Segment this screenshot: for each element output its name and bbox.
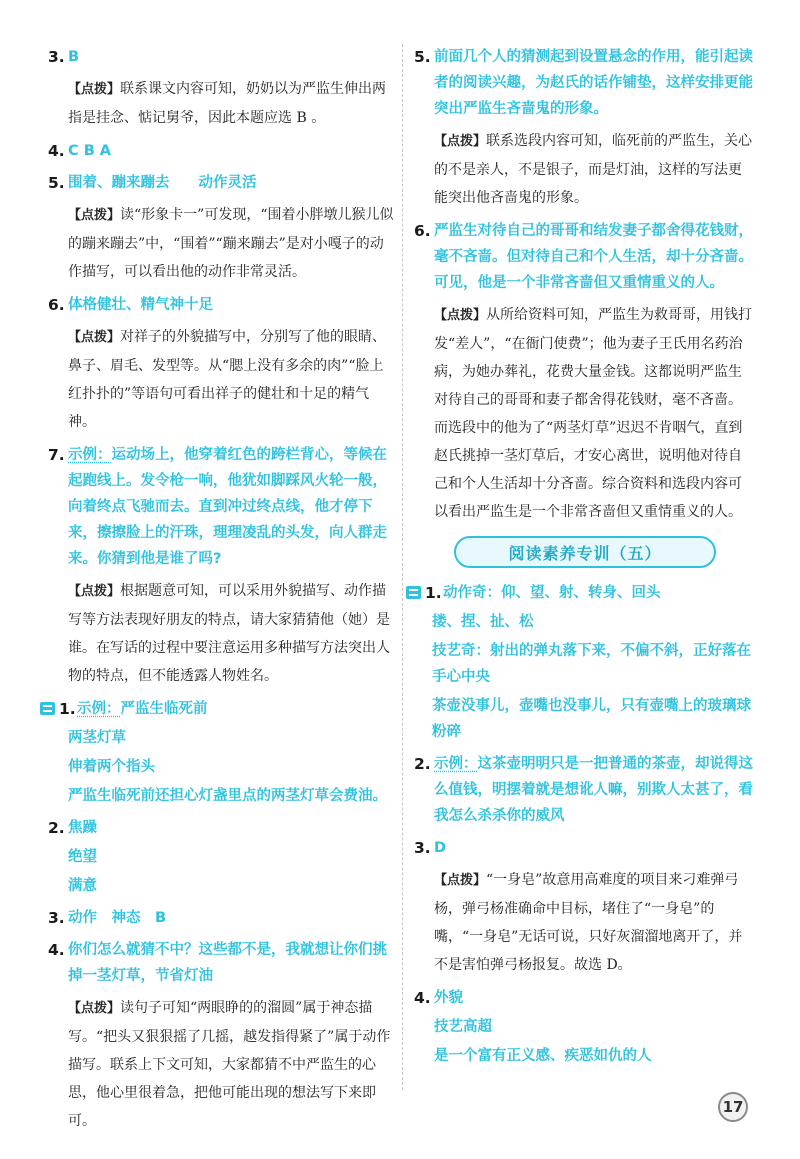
answer-line: 搂、捏、扯、松 (432, 614, 534, 630)
page-number: 17 (718, 1092, 748, 1122)
training-5-question-3 (414, 835, 754, 979)
question-3 (48, 44, 394, 132)
question-number: 4. (414, 989, 431, 1007)
training-5-question-4 (414, 985, 754, 1069)
answer-text (434, 751, 754, 829)
tip-note (68, 323, 394, 436)
tip-tag: 【点拨】 (434, 308, 487, 323)
section-2-question-1-lines (68, 725, 394, 809)
tip-note (68, 577, 394, 690)
answer-line: 绝望 (68, 849, 97, 865)
question-number: 2. (414, 755, 431, 773)
tip-text: 根据题意可知，可以采用外貌描写、动作描写等方法表现好朋友的特点，请大家猜猜他（她）是谁。在写话的过程中要注意运用多种描写方法突出人物的特点，但不能透露人物姓名。 (68, 583, 390, 684)
answer-text: 动作 神态 B (68, 910, 167, 926)
answer-line: 技艺奇：射出的弹丸落下来，不偏不斜，正好落在手心中央 (432, 643, 751, 685)
question-number: 5. (414, 48, 431, 66)
question-number: 1. (425, 584, 442, 602)
question-number: 3. (48, 48, 65, 66)
question-5 (48, 170, 394, 286)
tip-note (68, 75, 394, 132)
answer-line: 两茎灯草 (68, 730, 126, 746)
tip-tag: 【点拨】 (434, 134, 487, 149)
example-label: 示例： (434, 756, 478, 772)
tip-text: 从所给资料可知，严监生为救哥哥，用钱打发“差人”，“在衙门使费”；他为妻子王氏用名药治病，为她办葬礼，花费大量金钱。这都说明严监生对待自己的哥哥和妻子都舍得花钱财，毫不吝啬。而选段中的他为了“两茎灯草”迟迟不肯咽气，直到赵氏挑掉一茎灯草后，才安心离世，说明他对待自己和个人生活却十分吝啬。综合资料和选段内容可以看出严监生是一个非常吝啬但又重情重义的人。 (434, 307, 753, 520)
section-2-question-2 (48, 815, 394, 899)
answer-line: 外貌 (434, 990, 463, 1006)
question-number: 2. (48, 819, 65, 837)
section-one-marker-icon (406, 586, 421, 599)
column-divider (402, 44, 403, 1090)
tip-tag: 【点拨】 (68, 208, 121, 223)
question-number: 1. (59, 700, 76, 718)
training-5-question-2 (414, 751, 754, 829)
tip-text: 对祥子的外貌描写中，分别写了他的眼睛、鼻子、眉毛、发型等。从“腮上没有多余的肉”“脸上红扑扑的”等语句可看出祥子的健壮和十足的精气神。 (68, 329, 387, 430)
question-number: 6. (48, 296, 65, 314)
answer-content: 严监生临死前 (120, 701, 208, 717)
answer-text: 严监生对待自己的哥哥和结发妻子都舍得花钱财，毫不吝啬。但对待自己和个人生活，却十分吝啬。可见，他是一个非常吝啬但又重情重义的人。 (434, 223, 753, 291)
section-2-question-3 (48, 905, 394, 931)
answer-line: 焦躁 (68, 820, 97, 836)
question-4 (48, 138, 394, 164)
answer-text: 你们怎么就猜不中？这些都不是，我就想让你们挑掉一茎灯草，节省灯油 (68, 942, 387, 984)
section-2-question-1 (40, 696, 394, 722)
tip-note (434, 127, 754, 212)
tip-tag: 【点拨】 (68, 82, 121, 97)
question-6 (48, 292, 394, 436)
answer-text: D (434, 840, 447, 856)
question-6-right (414, 218, 754, 526)
tip-note (68, 201, 394, 286)
answer-line: 严监生临死前还担心灯盏里点的两茎灯草会费油。 (68, 788, 387, 804)
question-number: 3. (48, 909, 65, 927)
answer-text: 前面几个人的猜测起到设置悬念的作用，能引起读者的阅读兴趣，为赵氏的话作铺垫，这样安排更能突出严监生吝啬鬼的形象。 (434, 49, 753, 117)
answer-line: 动作奇：仰、望、射、转身、回头 (443, 585, 661, 601)
question-number: 4. (48, 941, 65, 959)
answer-content: 这茶壶明明只是一把普通的茶壶，却说得这么值钱，明摆着就是想讹人嘛，别欺人太甚了，看我怎么杀杀你的威风 (434, 756, 753, 824)
tip-tag: 【点拨】 (68, 330, 121, 345)
tip-text: 联系课文内容可知，奶奶以为严监生伸出两指是挂念、惦记舅爷，因此本题应选 B 。 (68, 81, 387, 126)
training-5-question-1 (406, 580, 754, 606)
answer-line: 茶壶没事儿，壶嘴也没事儿，只有壶嘴上的玻璃球粉碎 (432, 698, 751, 740)
answer-text: 围着、蹦来蹦去 动作灵活 (68, 175, 257, 191)
answer-text: B (68, 49, 80, 65)
tip-text: “一身皂”故意用高难度的项目来刁难弹弓杨，弹弓杨准确命中目标，堵住了“一身皂”的嘴，“一身皂”无话可说，只好灰溜溜地离开了，并不是害怕弹弓杨报复。故选 D。 (434, 872, 743, 973)
answer-content: 运动场上，他穿着红色的跨栏背心，等候在起跑线上。发令枪一响，他犹如脚踩风火轮一般，向着终点飞驰而去。直到冲过终点线，他才停下来，擦擦脸上的汗珠，理理凌乱的头发，向人群走来。你猜到他是谁了吗? (68, 447, 387, 567)
tip-text: 联系选段内容可知，临死前的严监生，关心的不是亲人，不是银子，而是灯油，这样的写法更能突出他吝啬鬼的形象。 (434, 133, 753, 206)
tip-note (434, 301, 754, 526)
tip-text: 读“形象卡一”可发现，“围着小胖墩儿猴儿似的蹦来蹦去”中，“围着”“蹦来蹦去”是对小嘎子的动作描写，可以看出他的动作非常灵活。 (68, 207, 394, 280)
answer-line: 是一个富有正义感、疾恶如仇的人 (434, 1048, 652, 1064)
tip-tag: 【点拨】 (68, 1001, 121, 1016)
left-column (48, 44, 394, 1141)
tip-tag: 【点拨】 (434, 873, 487, 888)
answer-line: 技艺高超 (434, 1019, 492, 1035)
section-two-marker-icon (40, 702, 55, 715)
tip-text: 读句子可知“两眼睁的的溜圆”属于神态描写。“把头又狠狠摇了几摇，越发指得紧了”属于动作描写。联系上下文可知，大家都猜不中严监生的心思，他心里很着急，把他可能出现的想法写下来即可。 (68, 1000, 391, 1129)
question-5-right (414, 44, 754, 212)
right-column (414, 44, 754, 1075)
tip-tag: 【点拨】 (68, 584, 121, 599)
answer-line: 伸着两个指头 (68, 759, 155, 775)
question-number: 7. (48, 446, 65, 464)
tip-note (68, 994, 394, 1135)
question-number: 6. (414, 222, 431, 240)
question-number: 5. (48, 174, 65, 192)
question-7 (48, 442, 394, 690)
example-label: 示例： (68, 447, 112, 463)
training-5-question-1-lines (432, 609, 754, 745)
answer-text: C B A (68, 143, 112, 159)
answer-line: 满意 (68, 878, 97, 894)
section-2-question-4 (48, 937, 394, 1135)
answer-text (68, 442, 394, 572)
answer-text: 体格健壮、精气神十足 (68, 297, 213, 313)
example-label: 示例： (77, 701, 121, 717)
tip-note (434, 866, 754, 979)
question-number: 4. (48, 142, 65, 160)
answer-text (77, 696, 394, 722)
section-banner: 阅读素养专训（五） (454, 536, 716, 568)
question-number: 3. (414, 839, 431, 857)
